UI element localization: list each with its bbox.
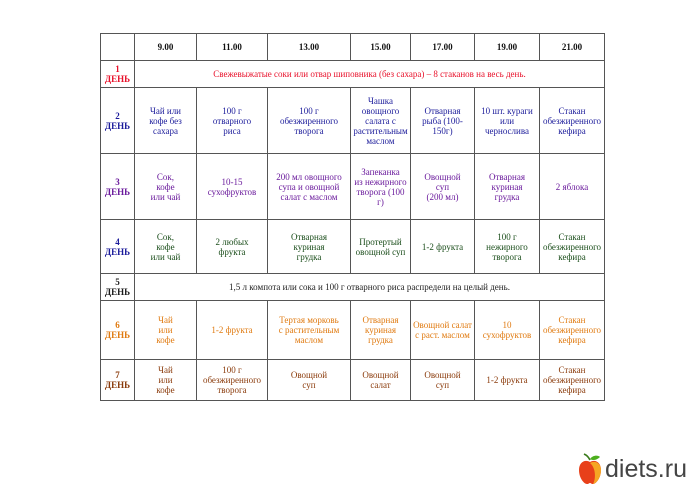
cell-line: обезжиренного [542,115,602,126]
cell-line: кефира [558,125,586,136]
cell-line: Овощной салат [413,320,472,330]
time-header: 21.00 [540,34,605,61]
cell-line: с раст. маслом [415,330,470,340]
cell-line: отварного [212,115,252,126]
meal-cell [540,360,605,401]
cell-line: обезжиренного [542,241,602,252]
cell-line: растительным [353,125,408,136]
meal-cell [135,154,197,220]
meal-cell [411,220,475,274]
cell-line: кофе [156,181,175,192]
cell-line: Отварная [290,231,327,242]
cell-line: Стакан [558,105,586,116]
cell-line: Протертый [359,236,402,247]
cell-line: овощного [361,105,400,116]
cell-line: ДЕНЬ [104,287,131,297]
cell-line: кофе [156,385,175,395]
time-header: 9.00 [135,34,197,61]
cell-line: творога [492,251,522,262]
cell-line: ДЕНЬ [104,330,131,340]
cell-line: 10 [502,320,512,330]
cell-line: 3 [115,176,120,187]
cell-line: ДЕНЬ [104,380,131,390]
cell-line: 1-2 фрукта [211,325,253,335]
cell-line: или [158,325,173,335]
meal-cell [351,360,411,401]
time-header: 19.00 [475,34,540,61]
meal-cell [351,154,411,220]
meal-cell [135,220,197,274]
cell-line: обезжиренного [542,375,602,385]
cell-line: или [499,115,515,126]
cell-line: суп [435,380,450,390]
cell-line: 100 г [222,105,242,116]
cell-line: Овощной [424,171,461,182]
cell-line: Чай или [149,105,182,116]
meal-cell [540,88,605,154]
meal-cell [268,301,351,360]
cell-line: или [158,375,173,385]
meal-cell [197,301,268,360]
cell-line: Стакан [558,315,586,325]
cell-line: ДЕНЬ [104,120,131,131]
cell-line: салат [370,380,391,390]
cell-line: Чай [158,315,173,325]
cell-line: кофе [156,335,175,345]
header-corner [101,34,135,61]
cell-line: Овощной [290,370,328,380]
cell-line: куриная [293,241,325,252]
cell-line: сахара [153,125,178,136]
meal-cell [268,220,351,274]
cell-line: нежирного [486,241,528,252]
meal-cell [411,88,475,154]
cell-line: 10-15 [221,176,243,187]
meal-cell [540,220,605,274]
cell-line: кофе без [149,115,182,126]
cell-line: Тертая морковь [279,315,339,325]
cell-line: творога (100 [356,186,405,197]
cell-line: 150г) [432,125,453,136]
cell-line: 100 г [497,231,517,242]
cell-line: 1-2 фрукта [421,241,464,252]
cell-line: салат с маслом [280,191,338,202]
diet-table [100,33,605,401]
day-row-4 [101,220,605,274]
cell-line: грудка [368,335,393,345]
cell-line: Отварная [488,171,525,182]
cell-line: маслом [294,335,324,345]
day-row-3 [101,154,605,220]
day-label [101,360,135,401]
meal-cell [135,88,197,154]
day-row-2 [101,88,605,154]
time-header: 15.00 [351,34,411,61]
cell-line: сухофруктов [482,330,532,340]
cell-line: творога [294,125,324,136]
cell-line: Чашка [367,95,393,106]
cell-line: обезжиренного [202,375,262,385]
cell-line: куриная [491,181,523,192]
time-header: 17.00 [411,34,475,61]
cell-line: творога [217,385,247,395]
cell-line: Запеканка [361,166,400,177]
cell-line: маслом [366,135,395,146]
cell-line: Овощной [424,370,461,380]
day-label [101,220,135,274]
cell-line: грудка [494,191,520,202]
cell-line: Сок, [156,231,175,242]
diets-logo[interactable] [577,452,695,486]
cell-line: обезжиренного [279,115,339,126]
day-label [101,61,135,88]
cell-line: фрукта [218,246,246,257]
cell-line: 1-2 фрукта [486,375,528,385]
cell-line: 2 любых [215,236,249,247]
cell-line: с растительным [278,325,340,335]
day-row-1 [101,61,605,88]
cell-line: Чай [158,365,173,375]
cell-line: обезжиренного [542,325,602,335]
meal-cell [351,301,411,360]
meal-cell [351,88,411,154]
day-row-6 [101,301,605,360]
day-label [101,274,135,301]
meal-cell [475,220,540,274]
meal-cell [475,154,540,220]
day-label [101,88,135,154]
meal-cell [197,360,268,401]
cell-line: кофе [156,241,175,252]
cell-line: или чай [150,251,181,262]
cell-line: 2 [115,110,120,121]
day-row-7 [101,360,605,401]
header-row [101,34,605,61]
cell-line: кефира [558,385,586,395]
cell-line: 10 шт. кураги [481,105,533,116]
cell-line: ДЕНЬ [104,246,131,257]
meal-cell [540,154,605,220]
cell-line: г) [377,196,384,207]
meal-cell [197,154,268,220]
cell-line: 4 [115,236,120,247]
cell-line: или чай [150,191,181,202]
cell-line: (200 мл) [426,191,459,202]
meal-cell [135,301,197,360]
cell-line: Стакан [558,365,586,375]
cell-line: 200 мл овощного [276,171,342,182]
day-row-5 [101,274,605,301]
time-header: 13.00 [268,34,351,61]
cell-line: супа и овощной [278,181,340,192]
day-5-plan: 1,5 л компота или сока и 100 г отварного риса распредели на целый день. [135,274,605,301]
cell-line: ДЕНЬ [104,74,131,84]
cell-line: 5 [115,277,120,287]
cell-line: овощной суп [355,246,406,257]
meal-cell [197,88,268,154]
meal-cell [411,360,475,401]
cell-line: грудка [296,251,322,262]
meal-cell [268,360,351,401]
apple-icon [577,453,603,485]
cell-line: Отварная [424,105,461,116]
meal-cell [411,154,475,220]
meal-cell [268,154,351,220]
cell-line: из нежирного [354,176,407,187]
cell-line: чернослива [485,125,529,136]
cell-line: Сок, [156,171,175,182]
meal-cell [351,220,411,274]
cell-line: риса [223,125,241,136]
time-header: 11.00 [197,34,268,61]
cell-line: сухофруктов [207,186,257,197]
meal-cell [411,301,475,360]
meal-cell [475,360,540,401]
day-label [101,154,135,220]
cell-line: 2 яблока [555,181,589,192]
cell-line: куриная [364,325,396,335]
meal-cell [475,88,540,154]
meal-cell [540,301,605,360]
cell-line: 100 г [222,365,242,375]
cell-line: Стакан [558,231,586,242]
cell-line: кефира [558,335,586,345]
cell-line: кефира [558,251,586,262]
cell-line: 1 [115,64,120,74]
meal-cell [475,301,540,360]
cell-line: суп [435,181,450,192]
cell-line: салата с [365,115,396,126]
logo-text: diets.ru [605,455,687,483]
cell-line: 100 г [299,105,319,116]
meal-cell [268,88,351,154]
cell-line: 6 [115,320,120,330]
cell-line: ДЕНЬ [104,186,131,197]
meal-cell [197,220,268,274]
cell-line: рыба (100- [422,115,463,126]
day-1-plan: Свежевыжатые соки или отвар шиповника (без сахара) – 8 стаканов на весь день. [135,61,605,88]
cell-line: 7 [115,370,120,380]
day-label [101,301,135,360]
cell-line: Отварная [362,315,399,325]
cell-line: Овощной [362,370,399,380]
cell-line: суп [302,380,316,390]
meal-cell [135,360,197,401]
